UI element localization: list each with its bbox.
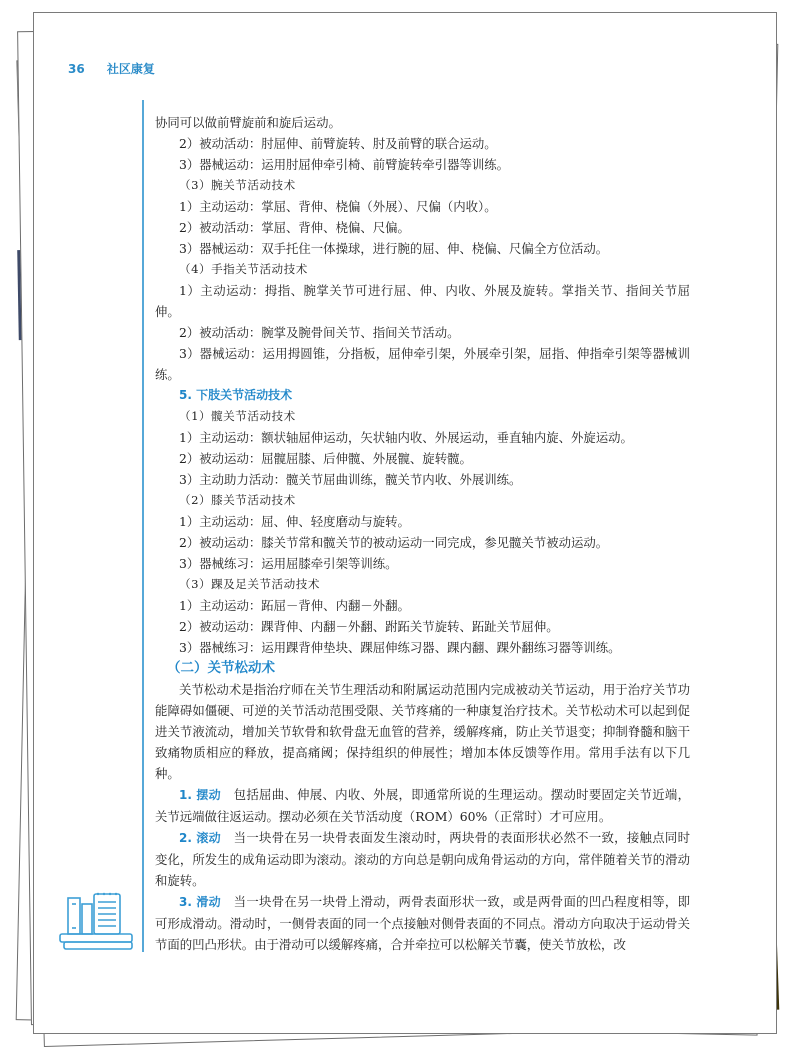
text-line: 3）器械运动：运用肘屈伸牵引椅、前臂旋转牵引器等训练。 — [179, 157, 510, 172]
technique-title: 2. 滚动 — [179, 831, 221, 845]
running-header — [68, 60, 155, 77]
text-line: （3）腕关节活动技术 — [179, 178, 296, 192]
text-line: 3）器械运动：运用拇圆锥，分指板，屈伸牵引架，外展牵引架，屈指、伸指牵引架等器械训练。 — [155, 346, 690, 382]
text-line: 1）主动运动：跖屈－背伸、内翻－外翻。 — [179, 598, 410, 613]
text-line: （3）踝及足关节活动技术 — [179, 577, 320, 591]
technique-text: 当一块骨在另一块骨表面发生滚动时，两块骨的表面形状必然不一致，接触点同时变化，所发生的成角运动即为滚动。滚动的方向总是朝向成角骨运动的方向，常伴随着关节的滑动和旋转。 — [155, 830, 690, 888]
technique-paragraph — [155, 891, 690, 955]
text-line: 2）被动运动：踝背伸、内翻－外翻、跗跖关节旋转、跖趾关节屈伸。 — [179, 619, 559, 634]
text-line: （1）髋关节活动技术 — [179, 409, 296, 423]
text-line: 2）被动活动：肘屈伸、前臂旋转、肘及前臂的联合运动。 — [179, 136, 497, 151]
body-text — [155, 112, 690, 955]
text-line: 1）主动运动：拇指、腕掌关节可进行屈、伸、内收、外展及旋转。掌指关节、指间关节屈伸。 — [155, 283, 690, 319]
text-line: 3）主动助力活动：髋关节屈曲训练，髋关节内收、外展训练。 — [179, 472, 522, 487]
technique-paragraph — [155, 784, 690, 827]
text-line: 3）器械运动：双手托住一体操球，进行腕的屈、伸、桡偏、尺偏全方位活动。 — [179, 241, 609, 256]
books-icon — [58, 890, 138, 952]
text-line: 3）器械练习：运用踝背伸垫块、踝屈伸练习器、踝内翻、踝外翻练习器等训练。 — [179, 640, 621, 655]
text-line: 1）主动运动：掌屈、背伸、桡偏（外展）、尺偏（内收）。 — [179, 199, 497, 214]
text-line: （二）关节松动术 — [167, 660, 275, 676]
text-line: 2）被动运动：屈髋屈膝、后伸髋、外展髋、旋转髋。 — [179, 451, 472, 466]
text-line: 1）主动运动：屈、伸、轻度磨动与旋转。 — [179, 514, 410, 529]
text-line: 5. 下肢关节活动技术 — [179, 388, 293, 402]
page-number: 36 — [68, 62, 85, 76]
technique-text: 包括屈曲、伸展、内收、外展，即通常所说的生理运动。摆动时要固定关节近端，关节远端做往返运动。摆动必须在关节活动度（ROM）60%（正常时）才可应用。 — [155, 787, 690, 824]
text-line: 2）被动活动：腕掌及腕骨间关节、指间关节活动。 — [179, 325, 460, 340]
text-line: 3）器械练习：运用屈膝牵引架等训练。 — [179, 556, 398, 571]
text-line: 2）被动活动：掌屈、背伸、桡偏、尺偏。 — [179, 220, 410, 235]
text-line: 1）主动运动：额状轴屈伸运动，矢状轴内收、外展运动，垂直轴内旋、外旋运动。 — [179, 430, 633, 445]
text-line: 关节松动术是指治疗师在关节生理活动和附属运动范围内完成被动关节运动，用于治疗关节功能障碍如僵硬、可逆的关节活动范围受限、关节疼痛的一种康复治疗技术。关节松动术可以起到促进关节液流动，增加关节软骨和软骨盘无血管的营养，缓解疼痛，防止关节退变；抑制脊髓和脑干致痛物质相应的释放，提高痛阈；保持组织的伸展性；增加本体反馈等作用。常用手法有以下几种。 — [155, 682, 690, 781]
text-line: （4）手指关节活动技术 — [179, 262, 308, 276]
text-line: 2）被动运动：膝关节常和髋关节的被动运动一同完成，参见髋关节被动运动。 — [179, 535, 609, 550]
margin-rule — [142, 100, 144, 952]
chapter-title: 社区康复 — [106, 62, 155, 76]
text-line: 协同可以做前臂旋前和旋后运动。 — [155, 115, 341, 130]
technique-paragraph — [155, 827, 690, 891]
text-line: （2）膝关节活动技术 — [179, 493, 296, 507]
technique-title: 3. 滑动 — [179, 895, 221, 909]
technique-text: 当一块骨在另一块骨上滑动，两骨表面形状一致，或是两骨面的凹凸程度相等，即可形成滑动。滑动时，一侧骨表面的同一个点接触对侧骨表面的不同点。滑动方向取决于运动骨关节面的凹凸形状。由于滑动可以缓解疼痛，合并牵拉可以松解关节囊，使关节放松，改 — [155, 894, 690, 952]
technique-title: 1. 摆动 — [179, 788, 221, 802]
